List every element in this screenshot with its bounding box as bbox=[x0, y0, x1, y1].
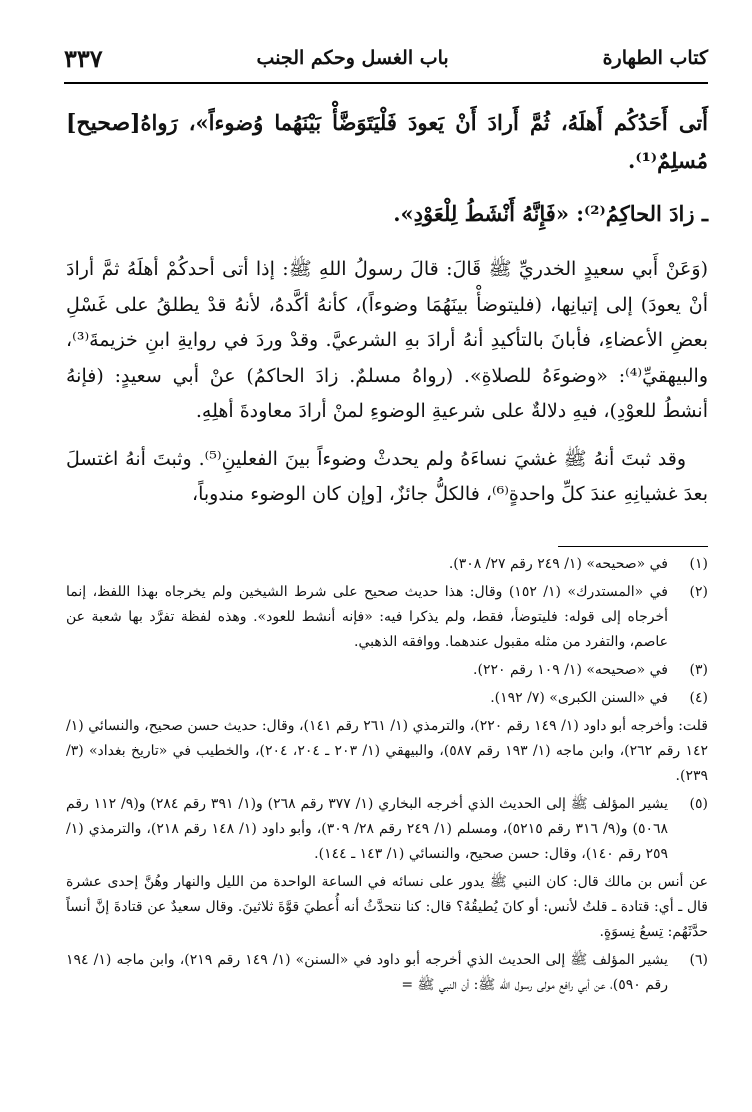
footnote-2 bbox=[66, 580, 708, 655]
footnote-3 bbox=[66, 658, 708, 683]
main-text bbox=[66, 104, 708, 513]
footnote-number: (٢) bbox=[689, 584, 708, 600]
running-header bbox=[64, 36, 708, 80]
footnote-text: في «صحيحه» (١/ ١٠٩ رقم ٢٢٠). bbox=[473, 662, 668, 678]
footnote-5 bbox=[66, 792, 708, 867]
footnote-divider bbox=[558, 546, 708, 547]
footnote-4 bbox=[66, 686, 708, 711]
book-title: كتاب الطهارة bbox=[602, 47, 708, 69]
footnote-number: (٤) bbox=[689, 690, 708, 706]
footnote-6 bbox=[66, 948, 708, 998]
hadith-addition: ـ زادَ الحاكِمُ⁽²⁾: «فَإِنَّهُ أَنْشَطُ لِلْعَوْدِ». bbox=[393, 201, 708, 226]
footnote-text: في «صحيحه» (١/ ٢٤٩ رقم ٢٧/ ٣٠٨). bbox=[448, 556, 668, 572]
footnote-number: (١) bbox=[689, 556, 708, 572]
hadith-line-1: أَتى أَحَدُكُم أَهلَهُ، ثُمَّ أَرادَ أَنْ يَعودَ فَلْيَتَوَضَّأْ بَيْنَهُما وُضوءاً»، رَواهُ مُسلِمٌ⁽¹⁾. bbox=[140, 110, 708, 173]
footnote-text: في «السنن الكبرى» (٧/ ١٩٢). bbox=[490, 690, 668, 706]
footnote-number: (٥) bbox=[689, 796, 708, 812]
footnote-text: في «المستدرك» (١/ ١٥٢) وقال: هذا حديث صحيح على شرط الشيخين ولم يخرجاه بهذا اللفظ، إنما أخرجاه إلى قوله: فليتوضأ، فقط، ولم يذكرا فيه: «فإنه أنشط للعود». وهذه لفظة تفرَّد بها شعبة عن عاصم، والتفرد من مثله مقبول عندهما. ووافقه الذهبي. bbox=[66, 584, 668, 650]
commentary-paragraph-1: (وَعَنْ أَبي سعيدٍ الخدريِّ ﷺ قَالَ: قالَ رسولُ اللهِ ﷺ: إذا أتى أحدكُمْ أهلَهُ ثمَّ أرادَ أنْ يعودَ) إلى إتيانِها، (فليتوضأْ بينَهُمَا وضوءاً)، كأنهُ أكَّدهُ، لأنهُ قدْ يطلقُ على غَسْلِ بعضِ الأعضاءِ، فأبانَ بالتأكيدِ أنهُ أرادَ بهِ الشرعيَّ. وقدْ وردَ في روايةِ ابنِ خزيمةَ⁽³⁾، والبيهقيِّ⁽⁴⁾: «وضوءَهُ للصلاةِ». (رواهُ مسلمٌ. زادَ الحاكمُ) عنْ أبي سعيدٍ: (فإنهُ أنشطُ للعوْدِ)، فيهِ دلالةٌ على شرعيةِ الوضوءِ لمنْ أرادَ معاودةَ أهلِهِ. bbox=[66, 258, 708, 422]
header-divider bbox=[64, 82, 708, 84]
commentary-paragraph-2: وقد ثبتَ أنهُ ﷺ غشيَ نساءَهُ ولم يحدثْ وضوءاً بينَ الفعلينِ⁽⁵⁾. وثبتَ أنهُ اغتسلَ بعدَ غشيانِهِ عندَ كلِّ واحدةٍ⁽⁶⁾، فالكلُّ جائزٌ، [وإن كان الوضوء مندوباً، bbox=[66, 447, 708, 505]
footnote-text: يشير المؤلف ﷺ إلى الحديث الذي أخرجه البخاري (١/ ٣٧٧ رقم ٢٦٨) و(١/ ٣٩١ رقم ٢٨٤) و(٩/ ١١٢ رقم ٥٠٦٨) و(٩/ ٣١٦ رقم ٥٢١٥)، ومسلم (١/ ٢٤٩ رقم ٢٨/ ٣٠٩)، وأبو داود (١/ ١٤٨ رقم ٢١٨)، والترمذي (١/ ٢٥٩ رقم ١٤٠)، وقال: حسن صحيح، والنسائي (١/ ١٤٣ ـ ١٤٤). bbox=[66, 796, 669, 862]
footnotes bbox=[66, 552, 708, 1001]
footnote-4-continuation: قلت: وأخرجه أبو داود (١/ ١٤٩ رقم ٢٢٠)، والترمذي (١/ ٢٦١ رقم ١٤١)، وقال: حديث حسن صحيح، والنسائي (١/ ١٤٢ رقم ٢٦٢)، وابن ماجه (١/ ١٩٣ رقم ٥٨٧)، والبيهقي (١/ ٢٠٣ ـ ٢٠٤، ٢٠٤)، والخطيب في «تاريخ بغداد» (٣/ ٢٣٩). bbox=[66, 718, 709, 784]
footnote-5-continuation: عن أنس بن مالك قال: كان النبي ﷺ يدور على نسائه في الساعة الواحدة من الليل والنهار وهُنَّ إحدى عشرة قال ـ أي: قتادة ـ قلتُ لأنس: أو كانَ يُطيقُهُ؟ قال: كنا نتحدَّثُ أنه أُعطيَ قوَّةَ ثلاثينَ. وقال سعيدٌ عن قتادةَ إنَّ أنساً حدَّثَهُم: تِسعُ نِسوَةٍ. bbox=[66, 874, 708, 940]
hadith-text bbox=[66, 104, 708, 180]
chapter-title: باب الغسل وحكم الجنب bbox=[256, 47, 449, 69]
footnote-1 bbox=[66, 552, 708, 577]
page-number: ٣٣٧ bbox=[64, 43, 103, 73]
footnote-number: (٣) bbox=[689, 662, 708, 678]
footnote-text: يشير المؤلف ﷺ إلى الحديث الذي أخرجه أبو داود في «السنن» (١/ ١٤٩ رقم ٢١٩)، وابن ماجه (١/ ١٩٤ رقم ٥٩٠)، عن أبي رافع مولى رسول الله ﷺ: أن النبي ﷺ = bbox=[66, 952, 669, 993]
footnote-number: (٦) bbox=[689, 952, 708, 968]
grade-label: [صحيح] bbox=[66, 110, 141, 136]
